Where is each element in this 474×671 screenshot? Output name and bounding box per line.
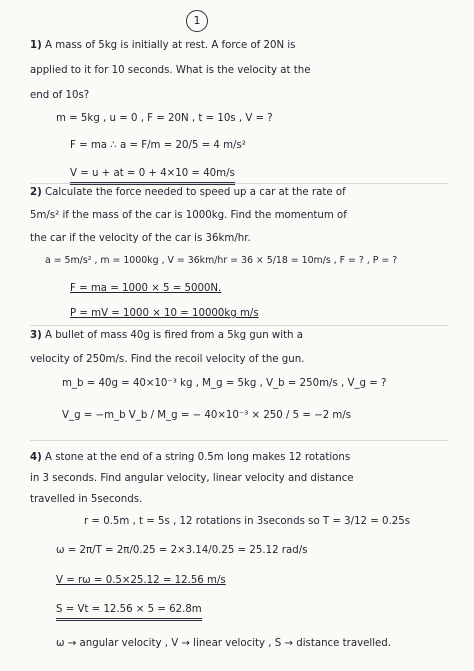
q2-line-2: 5m/s² if the mass of the car is 1000kg. Find the momentum of — [30, 210, 347, 221]
q1-work-1: m = 5kg , u = 0 , F = 20N , t = 10s , V = ? — [56, 113, 273, 124]
page-number: 1 — [186, 10, 208, 32]
q2-work-3: P = mV = 1000 × 10 = 10000kg m/s — [70, 308, 259, 319]
q3-line-2: velocity of 250m/s. Find the recoil velocity of the gun. — [30, 354, 305, 365]
q1-line-2: applied to it for 10 seconds. What is the velocity at the — [30, 65, 311, 76]
q1-number: 1) — [30, 40, 42, 51]
q4-line-2: in 3 seconds. Find angular velocity, linear velocity and distance — [30, 473, 354, 484]
q4-work-1: r = 0.5m , t = 5s , 12 rotations in 3seconds so T = 3/12 = 0.25s — [84, 516, 411, 527]
q3-number: 3) — [30, 330, 42, 341]
q4-work-5: ω → angular velocity , V → linear velocity , S → distance travelled. — [56, 638, 392, 649]
divider-1 — [30, 183, 448, 184]
divider-2 — [30, 325, 448, 326]
q4-line-3: travelled in 5seconds. — [30, 494, 143, 505]
q4-number: 4) — [30, 452, 42, 463]
divider-3 — [30, 440, 448, 441]
q2-line-1: 2) Calculate the force needed to speed up a car at the rate of — [30, 187, 346, 198]
q1-line-1: 1) A mass of 5kg is initially at rest. A force of 20N is — [30, 40, 296, 51]
q2-work-1: a = 5m/s² , m = 1000kg , V = 36km/hr = 36 × 5/18 = 10m/s , F = ? , P = ? — [45, 255, 398, 266]
q4-work-4: S = Vt = 12.56 × 5 = 62.8m — [56, 604, 202, 621]
q3-work-2: V_g = −m_b V_b / M_g = − 40×10⁻³ × 250 / 5 = −2 m/s — [62, 410, 352, 421]
q2-work-2: F = ma = 1000 × 5 = 5000N. — [70, 283, 222, 294]
q1-work-3: V = u + at = 0 + 4×10 = 40m/s — [70, 168, 235, 185]
q1-line-3: end of 10s? — [30, 90, 90, 101]
q3-line-1: 3) A bullet of mass 40g is fired from a 5kg gun with a — [30, 330, 303, 341]
q3-work-1: m_b = 40g = 40×10⁻³ kg , M_g = 5kg , V_b = 250m/s , V_g = ? — [62, 378, 387, 389]
q4-line-1: 4) A stone at the end of a string 0.5m long makes 12 rotations — [30, 452, 351, 463]
q1-work-2: F = ma ∴ a = F/m = 20/5 = 4 m/s² — [70, 140, 246, 151]
q2-number: 2) — [30, 187, 42, 198]
q4-work-2: ω = 2π/T = 2π/0.25 = 2×3.14/0.25 = 25.12 rad/s — [56, 545, 308, 556]
q4-work-3: V = rω = 0.5×25.12 = 12.56 m/s — [56, 575, 226, 586]
q2-line-3: the car if the velocity of the car is 36km/hr. — [30, 233, 251, 244]
